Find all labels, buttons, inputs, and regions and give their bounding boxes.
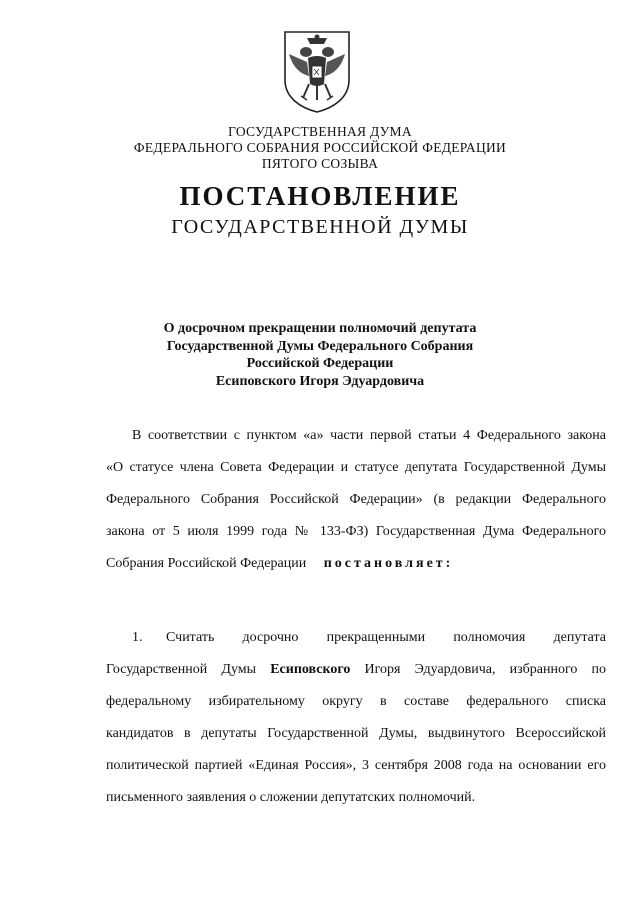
item-1-line-3: федеральному избирательному округу в составе федерального списка	[106, 694, 606, 709]
issuer-header	[0, 124, 640, 172]
resolution-subject	[140, 320, 500, 390]
preamble-paragraph	[106, 420, 606, 580]
preamble-line-1: В соответствии с пунктом «а» части первой статьи 4 Федерального закона	[132, 428, 606, 443]
subject-line-1: О досрочном прекращении полномочий депутата	[163, 321, 477, 336]
preamble-line-2: «О статусе члена Совета Федерации и статусе депутата Государственной Думы	[106, 460, 606, 475]
item-1-paragraph	[106, 622, 606, 814]
preamble-line-4: закона от 5 июля 1999 года № 133-ФЗ) Государственная Дума Федерального	[106, 524, 606, 539]
item-1-line-1	[106, 622, 606, 654]
preamble-line-5-text: Собрания Российской Федерации	[106, 556, 307, 571]
header-line-3: ПЯТОГО СОЗЫВА	[261, 156, 379, 171]
document-subtitle: ГОСУДАРСТВЕННОЙ ДУМЫ	[171, 216, 469, 238]
item-1-line-2	[106, 654, 606, 686]
subject-line-2: Государственной Думы Федерального Собрания	[166, 338, 474, 354]
header-line-2: ФЕДЕРАЛЬНОГО СОБРАНИЯ РОССИЙСКОЙ ФЕДЕРАЦИИ	[133, 140, 507, 155]
document-title: ПОСТАНОВЛЕНИЕ	[179, 181, 461, 211]
item-1-line-1-text: Считать досрочно прекращенными полномочия депутата	[166, 630, 606, 645]
preamble-line-3: Федерального Собрания Российской Федерации» (в редакции Федерального	[106, 492, 606, 507]
item-1-line-4: кандидатов в депутаты Государственной Думы, выдвинутого Всероссийской	[106, 726, 606, 741]
resolves-keyword: постановляет:	[323, 556, 454, 571]
item-1-line-2-before: Государственной Думы	[106, 662, 257, 677]
coat-of-arms-emblem	[281, 28, 353, 114]
deputy-surname: Есиповского	[270, 662, 351, 677]
item-1-line-5: политической партией «Единая Россия», 3 сентября 2008 года на основании его	[106, 758, 606, 773]
preamble-line-5	[106, 548, 606, 580]
item-1-line-6: письменного заявления о сложении депутатских полномочий.	[106, 790, 476, 805]
header-line-1: ГОСУДАРСТВЕННАЯ ДУМА	[228, 124, 412, 139]
item-1-line-2-after: Игоря Эдуардовича, избранного по	[364, 662, 607, 677]
item-number: 1.	[132, 630, 143, 645]
subject-line-3: Российской Федерации	[246, 356, 394, 371]
subject-line-4: Есиповского Игоря Эдуардовича	[215, 373, 425, 389]
double-headed-eagle-icon	[281, 28, 353, 114]
